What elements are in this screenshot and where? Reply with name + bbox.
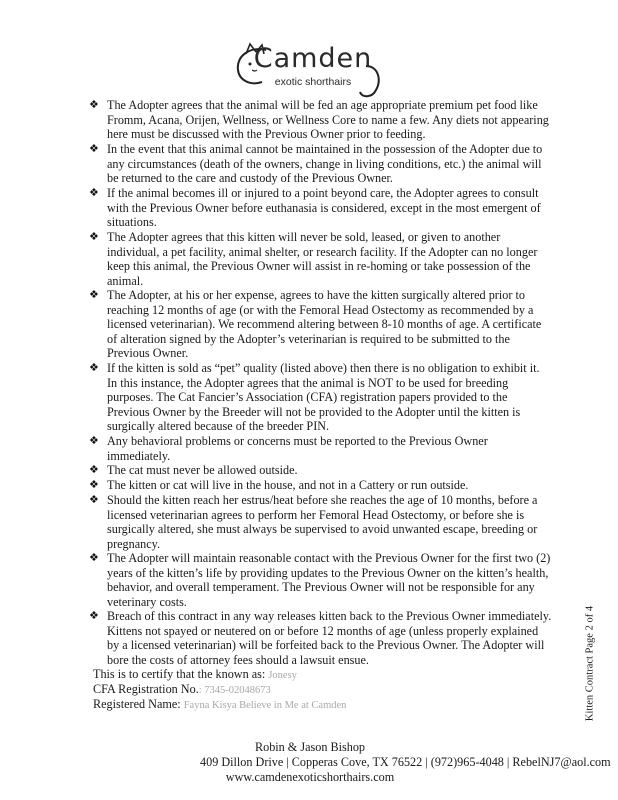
diamond-bullet-icon: ❖ [89, 551, 99, 564]
term-text: The Adopter agrees that the animal will be fed an age appropriate premium pet food like Fromm, Acana, Orijen, Wellness, or Wellness Core to name a few. Any diets not appearing here must be discussed with the Previous Owner prior to feeding. [107, 98, 549, 142]
registered-name-value: Fayna Kisya Believe in Me at Camden [183, 700, 347, 711]
contract-term [0, 493, 618, 551]
footer-names: Robin & Jason Bishop [254, 740, 366, 754]
cfa-registration-line [93, 682, 271, 698]
term-text: If the animal becomes ill or injured to a point beyond care, the Adopter agrees to consult with the Previous Owner before euthanasia is considered, except in the most emergent of situations. [107, 186, 541, 230]
registered-name-line [93, 697, 346, 713]
contract-term [0, 609, 618, 667]
footer-website: www.camdenexoticshorthairs.com [225, 770, 395, 784]
footer-address: 409 Dillon Drive | Copperas Cove, TX 76522 | (972)965-4048 | RebelNJ7@aol.com [200, 755, 611, 769]
term-text: In the event that this animal cannot be maintained in the possession of the Adopter due to any circumstances (death of the owners, change in living conditions, etc.) the animal will be returned to the care and custody of the Previous Owner. [107, 142, 543, 186]
term-text: Any behavioral problems or concerns must be reported to the Previous Owner immediately. [107, 434, 488, 463]
cfa-registration-value: : 7345-02048673 [198, 685, 271, 696]
term-text: The Adopter agrees that this kitten will never be sold, leased, or given to another individual, a pet facility, animal shelter, or research facility. If the Adopter can no longer keep this animal, the Previous Owner will assist in re-homing or take possession of the animal. [107, 230, 538, 288]
diamond-bullet-icon: ❖ [89, 609, 99, 622]
registered-name-label: Registered Name: [93, 697, 181, 711]
diamond-bullet-icon: ❖ [89, 463, 99, 476]
contract-term [0, 434, 618, 463]
term-text: Breach of this contract in any way releases kitten back to the Previous Owner immediately. Kittens not spayed or neutered on or before 12 months of age (unless properly explained by a licensed veterinarian) will be forfeited back to the Previous Owner. The Adopter will bore the costs of attorney fees should a lawsuit ensue. [107, 609, 552, 667]
diamond-bullet-icon: ❖ [89, 478, 99, 491]
diamond-bullet-icon: ❖ [89, 98, 99, 111]
diamond-bullet-icon: ❖ [89, 434, 99, 447]
diamond-bullet-icon: ❖ [89, 142, 99, 155]
page-label [577, 600, 596, 730]
diamond-bullet-icon: ❖ [89, 361, 99, 374]
known-as-value: Jonesy [268, 670, 297, 681]
contract-term [0, 551, 618, 609]
contract-term [0, 361, 618, 434]
contract-term [0, 230, 618, 288]
term-text: The Adopter, at his or her expense, agrees to have the kitten surgically altered prior to reaching 12 months of age (or with the Femoral Head Ostectomy as recommended by a licensed veterinarian). We recommend altering between 8-10 months of age. A certificate of alteration signed by the Adopter’s veterinarian is required to be submitted to the Previous Owner. [107, 288, 542, 361]
cfa-registration-label: CFA Registration No. [93, 682, 199, 696]
contract-term [0, 478, 618, 492]
contract-term [0, 186, 618, 230]
contract-term [0, 98, 618, 142]
term-text: The cat must never be allowed outside. [107, 463, 298, 477]
term-text: Should the kitten reach her estrus/heat before she reaches the age of 10 months, before a licensed veterinarian agrees to perform her Femoral Head Ostectomy, or before she is surgically altered, she must always be supervised to avoid unwanted escape, breeding or pregnancy. [107, 493, 538, 551]
logo-tagline: exotic shorthairs [274, 76, 352, 88]
contract-term [0, 142, 618, 186]
term-text: The Adopter will maintain reasonable contact with the Previous Owner for the first two (2) years of the kitten’s life by providing updates to the Previous Owner on the kitten’s health, behavior, and overall temperament. The Previous Owner will not be responsible for any veterinary costs. [107, 551, 551, 609]
diamond-bullet-icon: ❖ [89, 230, 99, 243]
known-as-line [93, 667, 297, 683]
diamond-bullet-icon: ❖ [89, 288, 99, 301]
contract-term [0, 463, 618, 477]
term-text: The kitten or cat will live in the house, and not in a Cattery or run outside. [107, 478, 469, 492]
contract-term [0, 288, 618, 361]
logo-wordmark: Camden [253, 43, 373, 74]
page-label-text: Kitten Contract Page 2 of 4 [584, 605, 596, 722]
diamond-bullet-icon: ❖ [89, 186, 99, 199]
known-as-label: This is to certify that the known as: [93, 667, 266, 681]
term-text: If the kitten is sold as “pet” quality (listed above) then there is no obligation to exhibit it. In this instance, the Adopter agrees that the animal is NOT to be used for breeding purposes. The Cat Fancier’s Association (CFA) registration papers provided to the Previous Owner by the Breeder will not be provided to the Adopter until the kitten is surgically altered because of the breeder PIN. [107, 361, 540, 434]
diamond-bullet-icon: ❖ [89, 493, 99, 506]
